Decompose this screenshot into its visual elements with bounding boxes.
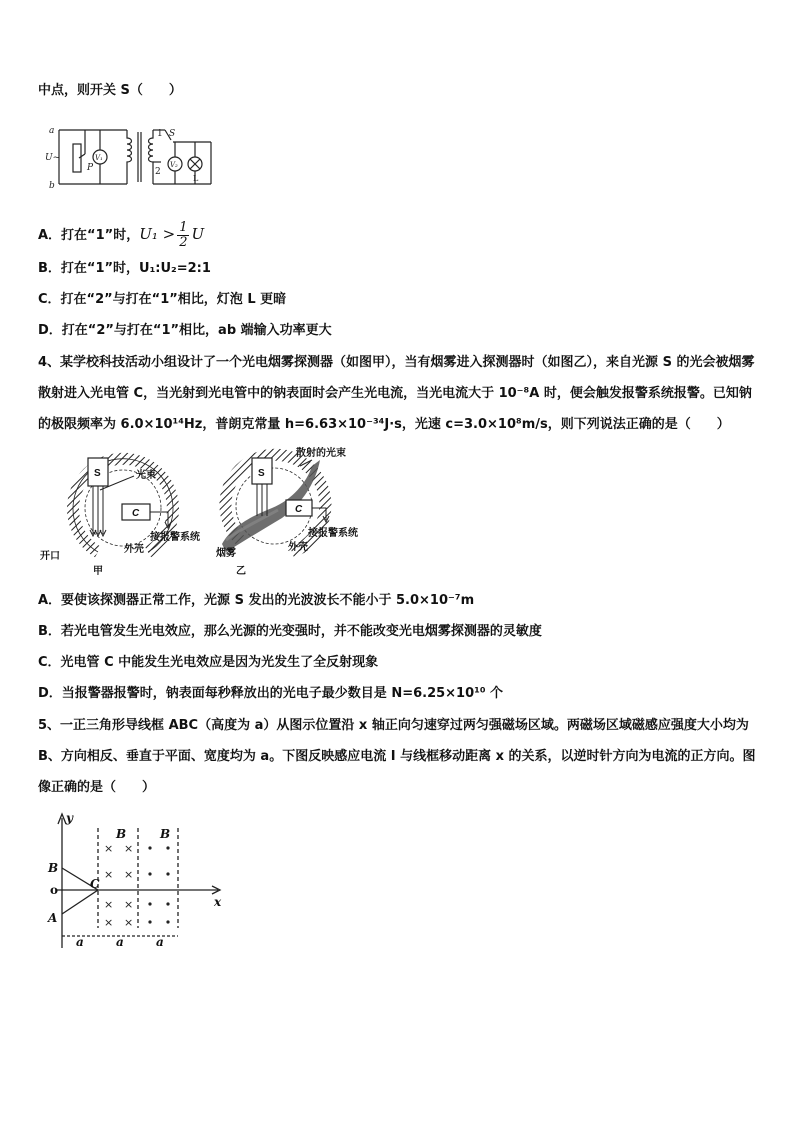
q4-option-a: A．要使该探测器正常工作，光源 S 发出的光波波长不能小于 5.0×10⁻⁷m: [38, 593, 475, 608]
q3-option-a-fraction: [177, 221, 189, 250]
q3-stem-tail: 中点，则开关 S（ ）: [38, 83, 182, 98]
q3-option-a-prefix: A．打在“1”时，: [38, 228, 140, 243]
circuit-label-b: b: [49, 181, 55, 191]
circuit-label-v1: V₁: [95, 154, 103, 162]
svg-text:×: ×: [124, 842, 134, 855]
circuit-label-l: L: [193, 174, 199, 183]
fig-b-label-shell: 外壳: [288, 542, 308, 553]
svg-text:×: ×: [104, 842, 114, 855]
fig5-label-origin: o: [50, 883, 59, 897]
fig5-label-width-1: a: [76, 935, 84, 949]
fig-b-label-s: S: [258, 468, 265, 479]
svg-text:×: ×: [124, 868, 134, 881]
q4-option-d: D．当报警器报警时，钠表面每秒释放出的光电子最少数目是 N=6.25×10¹⁰ 个: [38, 686, 504, 701]
fig5-label-field-1: B: [116, 827, 127, 841]
q3-option-b: B．打在“1”时，U₁:U₂=2:1: [38, 261, 211, 276]
fig-b-label-smoke: 烟雾: [216, 548, 236, 559]
fig-a-label-alarm: 接报警系统: [150, 532, 200, 543]
transformer-circuit-diagram: [45, 122, 215, 192]
svg-text:×: ×: [124, 916, 134, 929]
fig-a-label-shell: 外壳: [124, 544, 144, 555]
svg-text:×: ×: [124, 898, 134, 911]
fig-a-caption: 甲: [93, 566, 103, 577]
fig-b-caption: 乙: [236, 566, 246, 577]
q3-option-d: D．打在“2”与打在“1”相比，ab 端输入功率更大: [38, 323, 332, 338]
fig5-label-y: y: [66, 811, 73, 825]
q3-option-a-math-right: U: [191, 225, 205, 243]
circuit-label-1: 1: [157, 129, 163, 139]
circuit-label-v2: V₂: [170, 161, 178, 169]
fig5-label-width-2: a: [116, 935, 124, 949]
q4-option-b: B．若光电管发生光电效应，那么光源的光变强时，并不能改变光电烟雾探测器的灵敏度: [38, 624, 542, 639]
fig-a-label-c: C: [132, 508, 140, 519]
fig-a-label-opening: 开口: [40, 551, 60, 562]
smoke-detector-figure-a: [38, 450, 218, 580]
svg-text:×: ×: [104, 916, 114, 929]
fig-b-label-c: C: [295, 504, 303, 515]
q5-stem: 5、一正三角形导线框 ABC（高度为 a）从图示位置沿 x 轴正向匀速穿过两匀强磁场区域。两磁场区域磁感应强度大小均为 B、方向相反、垂直于平面、宽度均为 a。下图反映感应电流 I 与线框移动距离 x 的关系，以逆时针方向为电流的正方向。图像正确的是（ ）: [38, 718, 756, 795]
fig5-label-width-3: a: [156, 935, 164, 949]
fig5-label-field-2: B: [160, 827, 171, 841]
svg-text:×: ×: [104, 868, 114, 881]
fraction-numerator: 1: [179, 220, 188, 235]
fig-a-label-beam: 光束: [136, 470, 156, 481]
fig-b-label-alarm: 接报警系统: [308, 528, 358, 539]
magnetic-field-triangle-figure: [42, 808, 232, 956]
circuit-label-s: S: [169, 129, 176, 139]
smoke-detector-figure-b: [212, 446, 392, 580]
fraction-denominator: 2: [179, 235, 188, 250]
circuit-label-p: P: [87, 163, 94, 173]
q3-option-c: C．打在“2”与打在“1”相比，灯泡 L 更暗: [38, 292, 287, 307]
q3-option-a-math-left: U₁ >: [139, 225, 176, 243]
fig5-label-vertex-c: C: [90, 877, 100, 891]
circuit-label-2: 2: [155, 167, 161, 177]
fig-a-label-s: S: [94, 468, 101, 479]
svg-text:×: ×: [104, 898, 114, 911]
fig5-label-vertex-a: A: [48, 911, 58, 925]
fig5-label-vertex-b: B: [48, 861, 59, 875]
circuit-label-u: U~: [45, 153, 61, 163]
fig5-label-x: x: [214, 895, 222, 909]
q4-stem: 4、某学校科技活动小组设计了一个光电烟雾探测器（如图甲），当有烟雾进入探测器时（如图乙），来自光源 S 的光会被烟雾散射进入光电管 C，当光射到光电管中的钠表面时会产生光电流，当光电流大于 10⁻⁸A 时，便会触发报警系统报警。已知钠的极限频率为 6.0×10¹⁴Hz，普朗克常量 h=6.63×10⁻³⁴J·s，光速 c=3.0×10⁸m/s，则下列说法正确的是（ ）: [38, 355, 755, 432]
fig-b-label-scattered: 散射的光束: [296, 448, 346, 459]
q3-option-a: [38, 220, 204, 248]
circuit-label-a: a: [49, 126, 55, 136]
q4-option-c: C．光电管 C 中能发生光电效应是因为光发生了全反射现象: [38, 655, 379, 670]
